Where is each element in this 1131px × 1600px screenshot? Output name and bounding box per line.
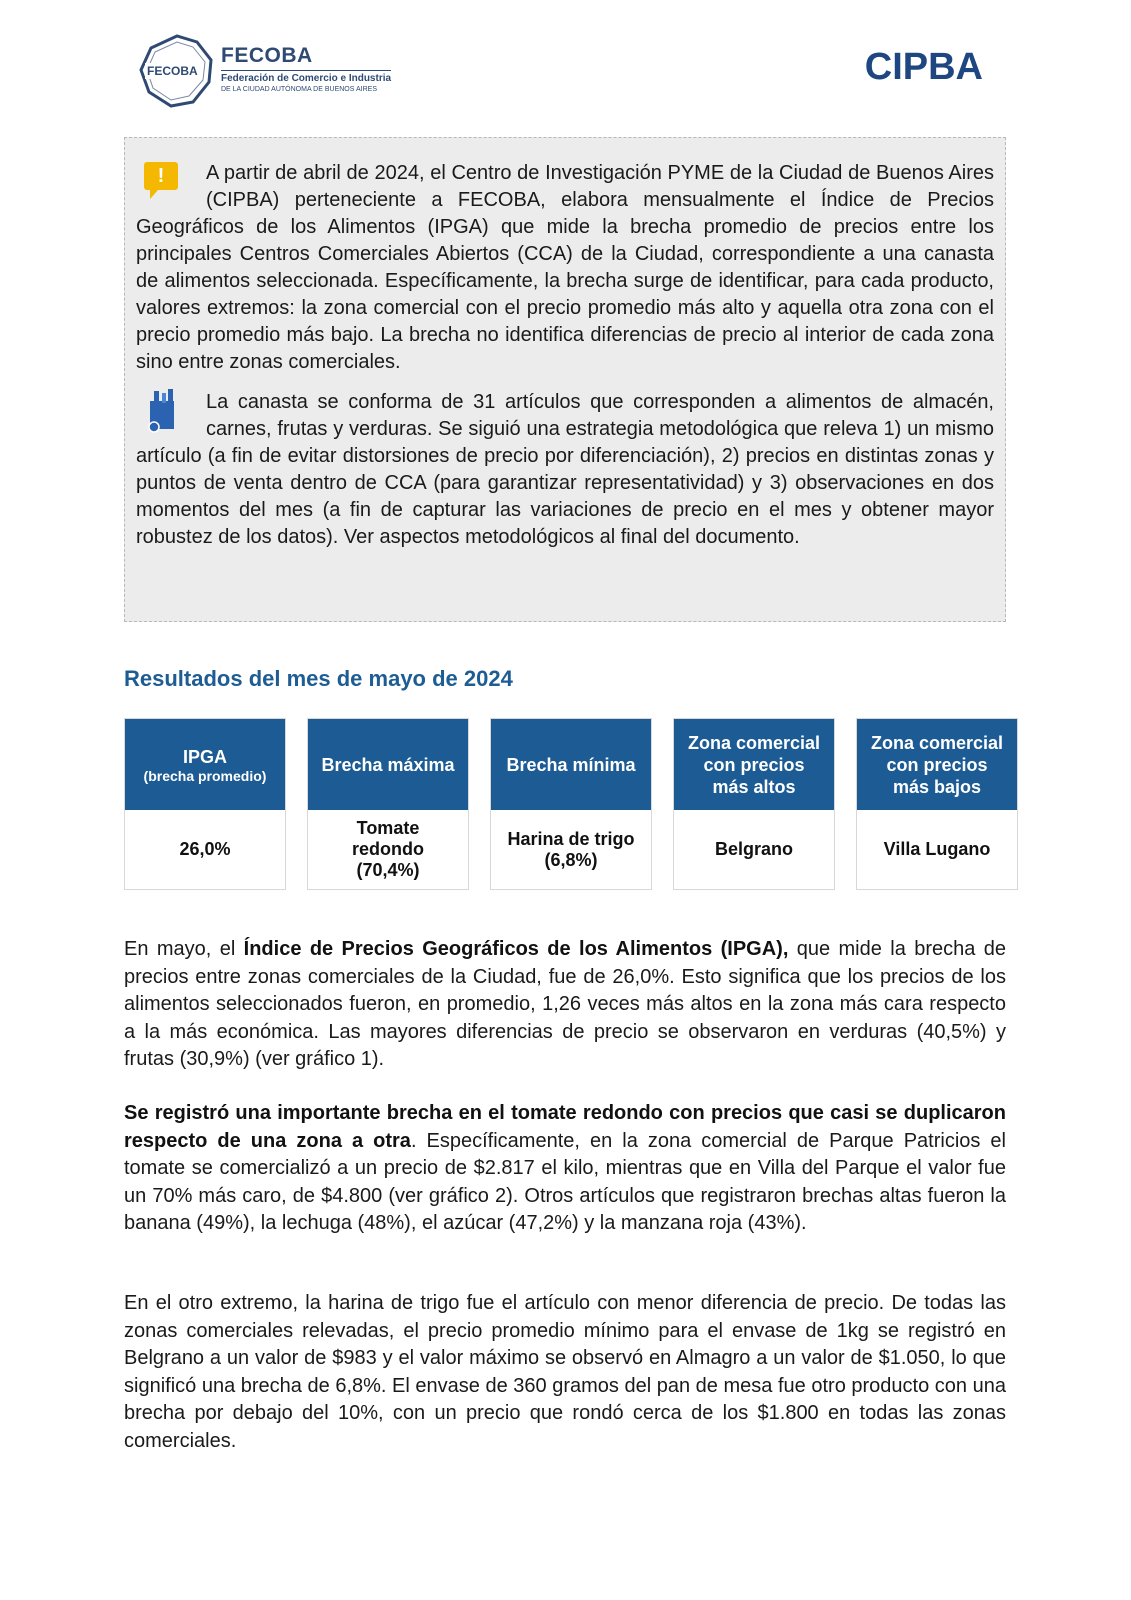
p1-rest: que mide la brecha de precios entre zonas comerciales de la Ciudad, fue de 26,0%. Esto significa que los precios de los alimentos seleccionados fueron, en promedio, 1,26 veces más altos en la zona más cara respecto a la más económica. Las mayores diferencias de precio se observaron en verduras (40,5%) y frutas (30,9%) (ver gráfico 1).: [124, 938, 1006, 1070]
grocery-bag-icon: [140, 389, 184, 439]
card-header: [491, 719, 651, 810]
page-header: [137, 30, 997, 110]
card-value: 26,0%: [179, 839, 231, 859]
card-header: [857, 719, 1017, 810]
info-paragraph-2: [136, 389, 994, 551]
card-head-label: Zona comercial con precios más bajos: [870, 732, 1004, 797]
p1-bold: Índice de Precios Geográficos de los Alimentos (IPGA),: [243, 938, 789, 960]
card-header: [674, 719, 834, 810]
info-paragraph-1: [136, 160, 994, 376]
card-header: [125, 719, 285, 810]
body-paragraph-2: [124, 1100, 1006, 1238]
org-title: CIPBA: [864, 46, 983, 88]
logo-badge-text: FECOBA: [147, 64, 198, 78]
info-text-1: A partir de abril de 2024, el Centro de Investigación PYME de la Ciudad de Buenos Aires (CIPBA) perteneciente a FECOBA, elabora mensualmente el Índice de Precios Geográficos de los Alimentos (IPGA) que mide la brecha promedio de precios entre los principales Centros Comerciales Abiertos (CCA) de la Ciudad, correspondiente a una canasta de alimentos seleccionada. Específicamente, la brecha surge de identificar, para cada producto, valores extremos: la zona comercial con el precio promedio más alto y aquella otra zona con el precio promedio más bajo. La brecha no identifica diferencias de precio al interior de cada zona sino entre zonas comerciales.: [136, 162, 994, 373]
warning-icon: !: [140, 160, 184, 210]
card-brecha-maxima: [307, 718, 469, 890]
logo-subtitle-2: DE LA CIUDAD AUTÓNOMA DE BUENOS AIRES: [221, 86, 377, 93]
info-box: [124, 137, 1006, 622]
card-ipga: [124, 718, 286, 890]
card-value: Harina de trigo (6,8%): [507, 828, 635, 870]
p2-bold: Se registró una importante brecha en el tomate redondo con precios que casi se duplicaron respecto de una zona a otra: [124, 1102, 1006, 1152]
card-head-label: Brecha máxima: [321, 754, 455, 775]
card-header: [308, 719, 468, 810]
card-value: Tomate redondo (70,4%): [352, 818, 424, 880]
fecoba-logo: [137, 30, 397, 110]
card-zona-baja: [856, 718, 1018, 890]
card-value: Villa Lugano: [883, 839, 991, 859]
logo-subtitle: Federación de Comercio e Industria: [221, 70, 391, 85]
card-head-label: IPGA: [182, 746, 227, 767]
card-value: Belgrano: [714, 839, 793, 859]
card-head-sub: (brecha promedio): [143, 767, 267, 784]
card-head-label: Brecha mínima: [506, 754, 636, 775]
info-text-2: La canasta se conforma de 31 artículos que corresponden a alimentos de almacén, carnes, frutas y verduras. Se siguió una estrategia metodológica que releva 1) un mismo artículo (a fin de evitar distorsiones de precio por diferenciación), 2) precios en distintas zonas y puntos de venta dentro de CCA (para garantizar representatividad) y 3) observaciones en dos momentos del mes (a fin de capturar las variaciones de precio en el mes y obtener mayor robustez de los datos). Ver aspectos metodológicos al final del documento.: [136, 391, 994, 548]
logo-name: FECOBA: [221, 44, 313, 67]
card-head-label: Zona comercial con precios más altos: [687, 732, 821, 797]
p2-rest: . Específicamente, en la zona comercial de Parque Patricios el tomate se comercializó a un precio de $2.817 el kilo, mientras que en Villa del Parque el valor fue un 70% más caro, de $4.800 (ver gráfico 2). Otros artículos que registraron brechas altas fueron la banana (49%), la lechuga (48%), el azúcar (47,2%) y la manzana roja (43%).: [124, 1129, 1007, 1234]
body-paragraph-3: En el otro extremo, la harina de trigo fue el artículo con menor diferencia de precio. De todas las zonas comerciales relevadas, el precio promedio mínimo para el envase de 1kg se registró en Belgrano a un valor de $983 y el valor máximo se observó en Almagro a un valor de $1.050, lo que significó una brecha de 6,8%. El envase de 360 gramos del pan de mesa fue otro producto con una brecha por debajo del 10%, con un precio que rondó cerca de los $1.800 en todas las zonas comerciales.: [124, 1292, 1006, 1452]
body-paragraph-1: [124, 936, 1006, 1074]
p1-start: En mayo, el: [124, 938, 244, 960]
results-title: Resultados del mes de mayo de 2024: [124, 666, 513, 691]
card-zona-alta: [673, 718, 835, 890]
card-brecha-minima: [490, 718, 652, 890]
